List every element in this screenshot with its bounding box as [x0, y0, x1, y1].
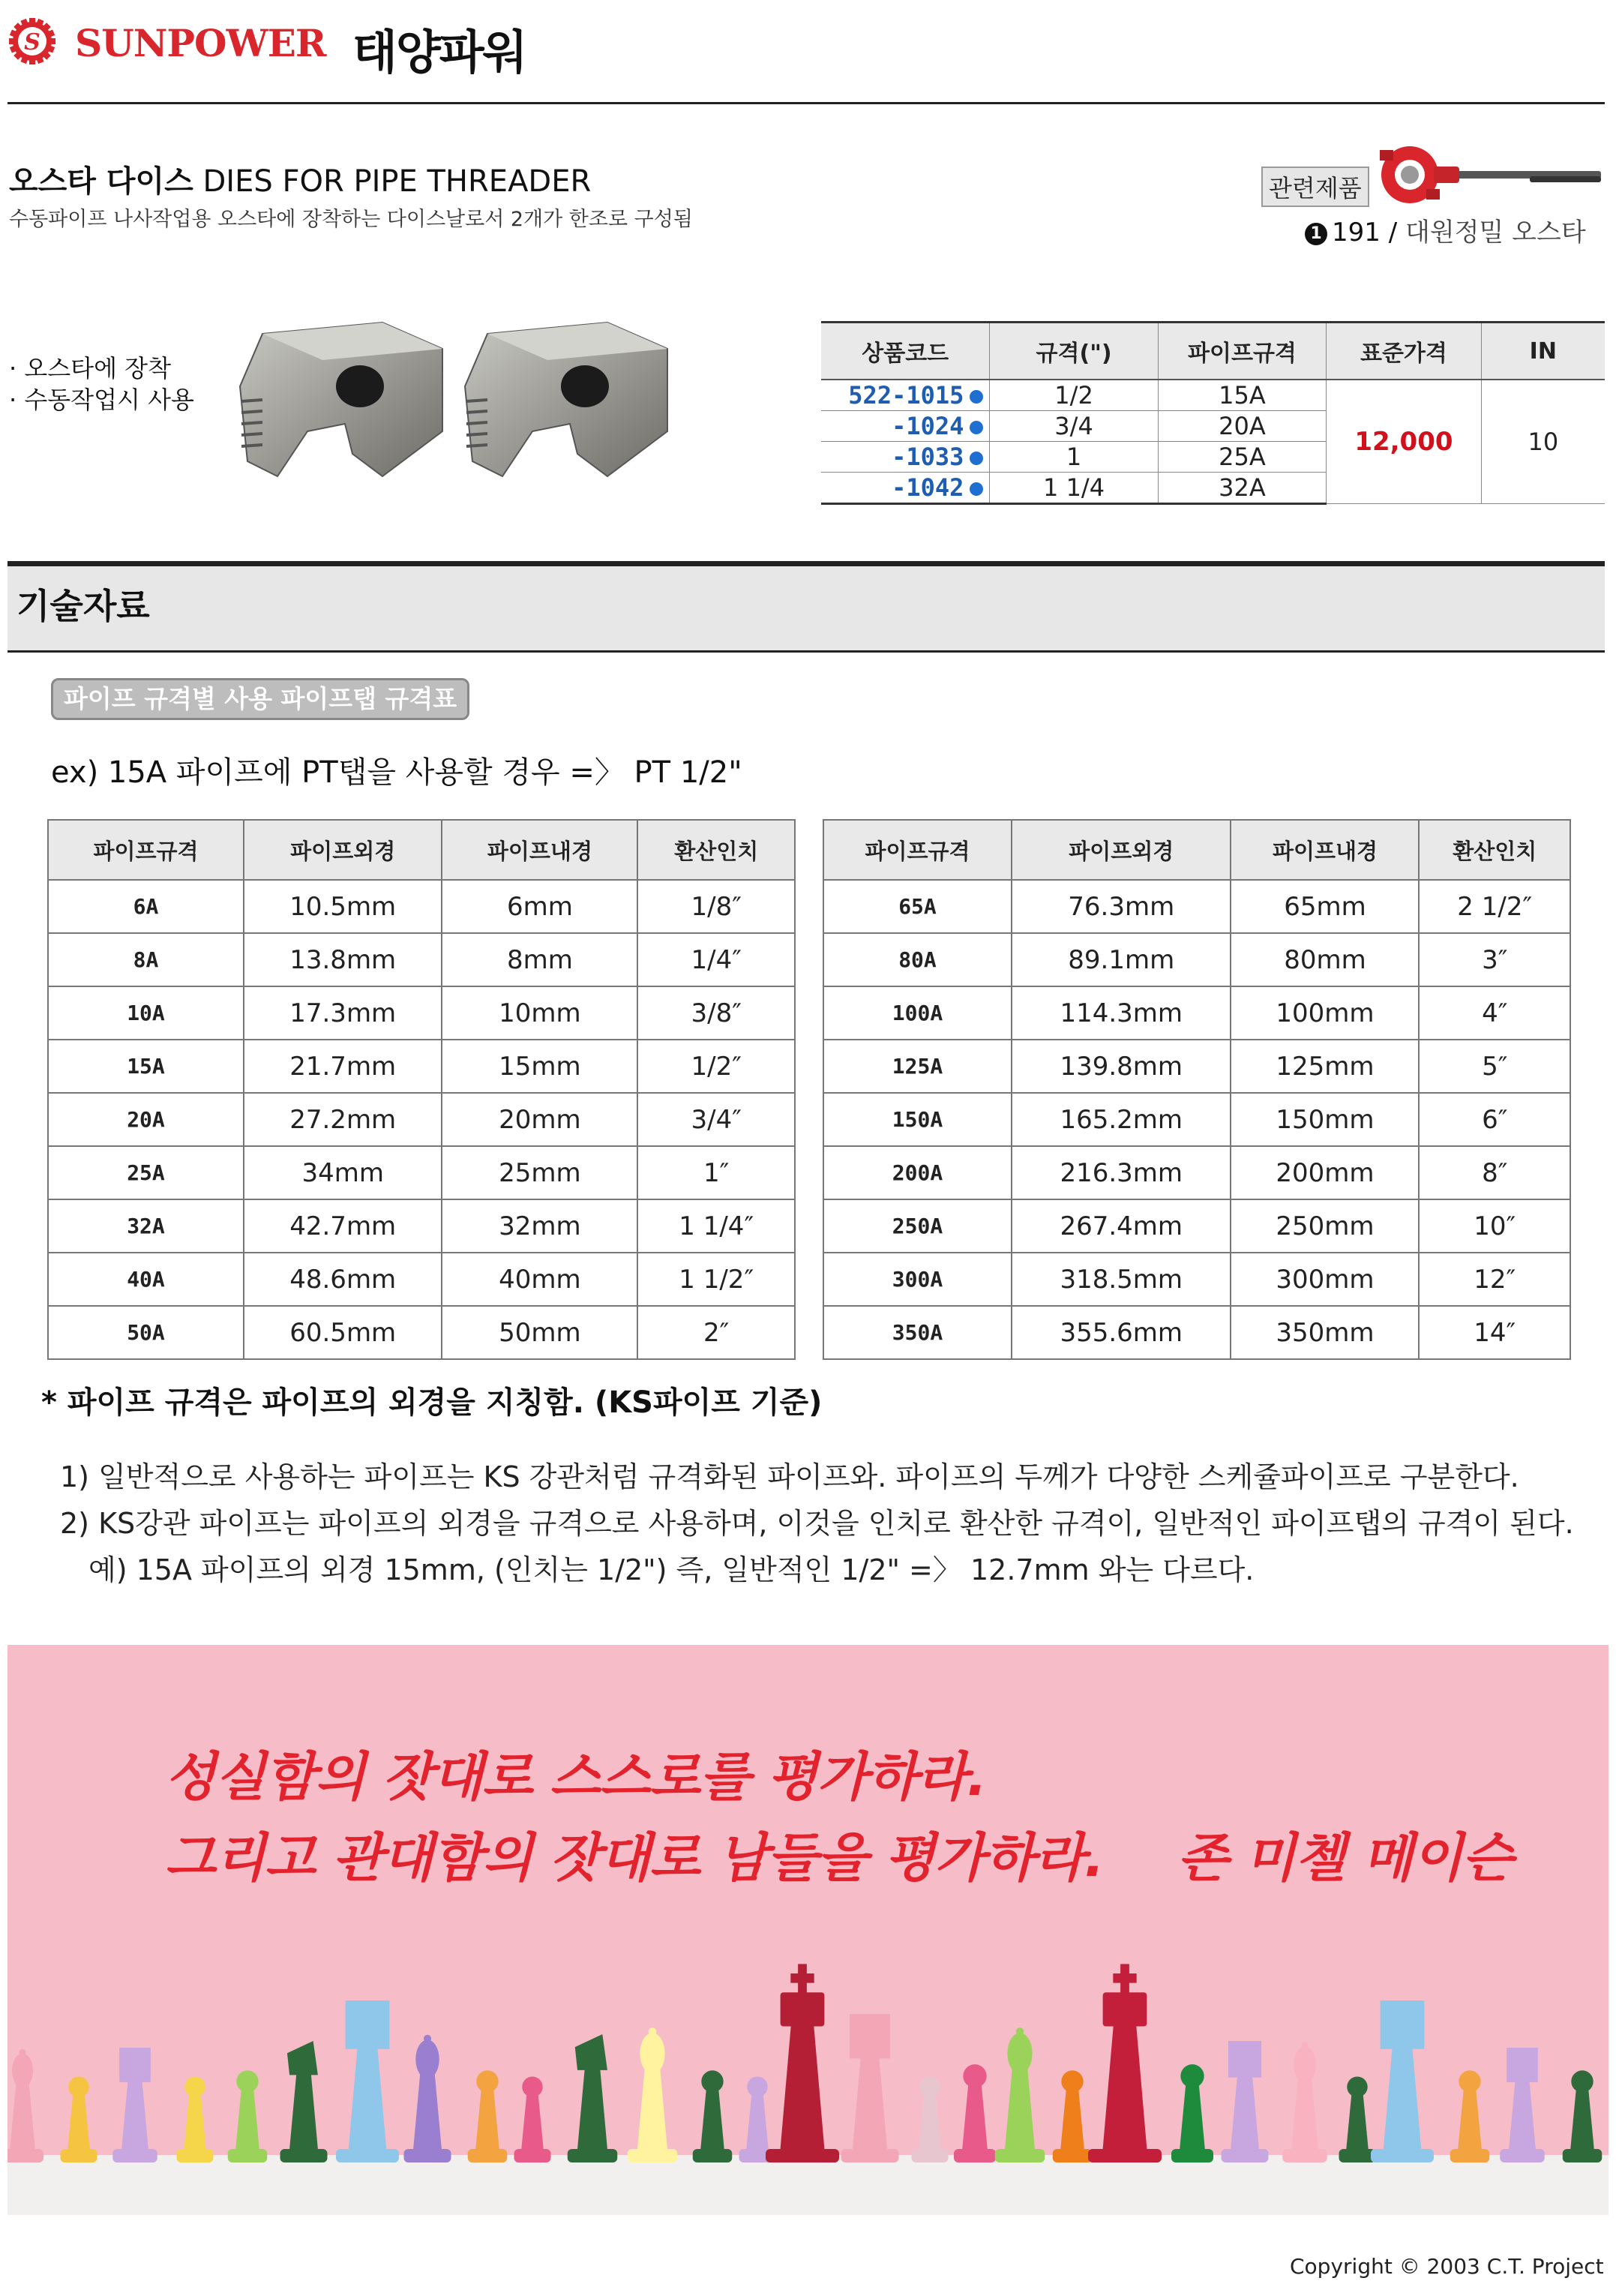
table-row — [823, 1146, 1570, 1199]
inch-cell: 3/4″ — [637, 1093, 795, 1146]
inch-cell: 3″ — [1419, 933, 1570, 986]
pipe-size-cell: 125A — [823, 1040, 1012, 1093]
outer-diameter-cell: 76.3mm — [1012, 880, 1231, 933]
col-header-outer-diameter: 파이프외경 — [244, 820, 442, 880]
product-title-ko: 오스타 다이스 — [9, 164, 193, 199]
outer-diameter-cell: 355.6mm — [1012, 1306, 1231, 1359]
col-header-pipe-size: 파이프규격 — [48, 820, 244, 880]
blue-dot-icon — [970, 482, 983, 496]
related-separator: / — [1380, 218, 1405, 248]
chess-piece — [766, 1964, 839, 2162]
brand-name-en: SUNPOWER — [75, 21, 326, 65]
inner-diameter-cell: 350mm — [1231, 1306, 1419, 1359]
inner-diameter-cell: 100mm — [1231, 986, 1419, 1040]
product-code-cell — [821, 411, 990, 442]
chess-piece — [280, 2041, 328, 2162]
size-cell: 1 — [990, 442, 1158, 473]
inch-cell: 2 1/2″ — [1419, 880, 1570, 933]
col-header-inch: 환산인치 — [1419, 820, 1570, 880]
chess-piece — [693, 2070, 733, 2162]
chess-piece — [404, 2035, 451, 2162]
chess-piece — [1371, 2000, 1434, 2162]
table-row — [823, 880, 1570, 933]
table-row — [823, 933, 1570, 986]
related-product-name: 대원정밀 오스타 — [1405, 218, 1586, 248]
size-cell: 1 1/4 — [990, 473, 1158, 504]
chess-piece — [954, 2064, 996, 2162]
tech-section-title: 기술자료 — [16, 586, 150, 626]
copyright-text: Copyright © 2003 C.T. Project — [1290, 2254, 1604, 2279]
chess-pieces-image — [7, 1645, 1609, 2215]
chess-piece — [1282, 2042, 1327, 2162]
svg-text:S: S — [24, 29, 40, 56]
pipe-size-cell: 20A — [48, 1093, 244, 1146]
inch-cell: 12″ — [1419, 1253, 1570, 1306]
outer-diameter-cell: 34mm — [244, 1146, 442, 1199]
col-header-size-inch: 규격(") — [990, 323, 1158, 380]
col-header-outer-diameter: 파이프외경 — [1012, 820, 1231, 880]
pipe-size-cell: 10A — [48, 986, 244, 1040]
inch-cell: 6″ — [1419, 1093, 1570, 1146]
example-text: ex) 15A 파이프에 PT탭을 사용할 경우 =〉 PT 1/2" — [51, 755, 742, 790]
chess-piece — [514, 2076, 551, 2162]
chess-piece — [841, 2014, 899, 2162]
outer-diameter-cell: 21.7mm — [244, 1040, 442, 1093]
table-caption-tag: 파이프 규격별 사용 파이프탭 규격표 — [51, 678, 469, 720]
col-header-in: IN — [1481, 323, 1605, 380]
table-row — [823, 1040, 1570, 1093]
table-row — [48, 1199, 795, 1253]
inch-cell: 1/8″ — [637, 880, 795, 933]
product-code-cell — [821, 473, 990, 504]
quote-line-1: 성실함의 잣대로 스스로를 평가하라. — [165, 1746, 987, 1808]
col-header-pipe-size: 파이프규격 — [823, 820, 1012, 880]
chess-piece — [628, 2027, 678, 2162]
inch-cell: 8″ — [1419, 1146, 1570, 1199]
col-header-price: 표준가격 — [1327, 323, 1481, 380]
outer-diameter-cell: 267.4mm — [1012, 1199, 1231, 1253]
pipe-threader-dies-image — [232, 300, 682, 503]
inch-cell: 4″ — [1419, 986, 1570, 1040]
pipe-size-cell: 25A — [48, 1146, 244, 1199]
pipe-size-table-right — [823, 819, 1571, 1360]
inner-diameter-cell: 125mm — [1231, 1040, 1419, 1093]
size-cell: 3/4 — [990, 411, 1158, 442]
chess-piece — [1053, 2070, 1093, 2162]
quote-line-2: 그리고 관대함의 잣대로 남들을 평가하라. — [165, 1827, 1104, 1889]
inch-cell: 3/8″ — [637, 986, 795, 1040]
note-item: 2) KS강관 파이프는 파이프의 외경을 규격으로 사용하며, 이것을 인치로 환산한 규격이, 일반적인 파이프탭의 규격이 된다. — [60, 1507, 1574, 1540]
sun-gear-logo-icon — [7, 17, 57, 66]
product-title-en: DIES FOR PIPE THREADER — [202, 164, 592, 199]
chess-piece — [228, 2070, 268, 2162]
related-product-link[interactable] — [1305, 212, 1586, 248]
pipe-threader-image — [1365, 141, 1605, 209]
outer-diameter-cell: 17.3mm — [244, 986, 442, 1040]
table-row — [48, 986, 795, 1040]
table-row — [823, 1199, 1570, 1253]
outer-diameter-cell: 165.2mm — [1012, 1093, 1231, 1146]
circled-number-badge: 1 — [1305, 223, 1327, 245]
quote-author: 존 미첼 메이슨 — [1177, 1827, 1513, 1889]
inch-cell: 1/2″ — [637, 1040, 795, 1093]
outer-diameter-cell: 139.8mm — [1012, 1040, 1231, 1093]
table-row — [823, 1093, 1570, 1146]
col-header-pipe-size: 파이프규격 — [1158, 323, 1327, 380]
header-divider — [7, 102, 1605, 104]
inner-diameter-cell: 40mm — [442, 1253, 637, 1306]
pipe-size-cell: 50A — [48, 1306, 244, 1359]
chess-piece — [1171, 2064, 1213, 2162]
blue-dot-icon — [970, 452, 983, 465]
inner-diameter-cell: 8mm — [442, 933, 637, 986]
pipe-size-cell: 20A — [1158, 411, 1327, 442]
col-header-inner-diameter: 파이프내경 — [1231, 820, 1419, 880]
table-row — [823, 1253, 1570, 1306]
table-row — [823, 986, 1570, 1040]
product-code-cell — [821, 442, 990, 473]
pipe-size-cell: 200A — [823, 1146, 1012, 1199]
table-row — [48, 880, 795, 933]
pipe-size-cell: 32A — [48, 1199, 244, 1253]
chess-piece — [568, 2034, 618, 2162]
inch-cell: 1″ — [637, 1146, 795, 1199]
inner-diameter-cell: 80mm — [1231, 933, 1419, 986]
chess-piece — [177, 2076, 214, 2162]
chess-piece — [1563, 2070, 1603, 2162]
outer-diameter-cell: 13.8mm — [244, 933, 442, 986]
pipe-size-table-left — [47, 819, 796, 1360]
chess-piece — [1339, 2076, 1376, 2162]
related-product-code: 191 — [1332, 218, 1381, 248]
inner-diameter-cell: 32mm — [442, 1199, 637, 1253]
product-code: -1033 — [892, 443, 964, 471]
product-description: 수동파이프 나사작업용 오스타에 장착하는 다이스날로서 2개가 한조로 구성됨 — [9, 208, 693, 231]
outer-diameter-cell: 89.1mm — [1012, 933, 1231, 986]
feature-item: · 수동작업시 사용 — [9, 386, 194, 414]
table-row — [48, 1040, 795, 1093]
note-item: 예) 15A 파이프의 외경 15mm, (인치는 1/2") 즉, 일반적인 1/2" =〉 12.7mm 와는 다르다. — [88, 1553, 1255, 1586]
pipe-size-cell: 6A — [48, 880, 244, 933]
pipe-size-cell: 80A — [823, 933, 1012, 986]
pipe-size-cell: 250A — [823, 1199, 1012, 1253]
inch-cell: 1/4″ — [637, 933, 795, 986]
chess-piece — [468, 2070, 508, 2162]
pipe-size-cell: 25A — [1158, 442, 1327, 473]
product-spec-table — [821, 321, 1605, 505]
feature-item: · 오스타에 장착 — [9, 354, 171, 383]
product-title — [9, 158, 591, 200]
inch-cell: 2″ — [637, 1306, 795, 1359]
pipe-size-cell: 40A — [48, 1253, 244, 1306]
feature-list — [9, 353, 194, 416]
product-code: -1024 — [892, 412, 964, 440]
outer-diameter-cell: 216.3mm — [1012, 1146, 1231, 1199]
chess-piece — [336, 2000, 399, 2162]
inner-diameter-cell: 250mm — [1231, 1199, 1419, 1253]
product-code: 522-1015 — [848, 381, 964, 410]
col-header-product-code: 상품코드 — [821, 323, 990, 380]
pipe-spec-note: * 파이프 규격은 파이프의 외경을 지칭함. (KS파이프 기준) — [41, 1385, 823, 1420]
outer-diameter-cell: 27.2mm — [244, 1093, 442, 1146]
col-header-inner-diameter: 파이프내경 — [442, 820, 637, 880]
chess-piece — [995, 2027, 1045, 2162]
inner-diameter-cell: 10mm — [442, 986, 637, 1040]
table-row — [48, 1146, 795, 1199]
blue-dot-icon — [970, 390, 983, 404]
inner-diameter-cell: 25mm — [442, 1146, 637, 1199]
inner-diameter-cell: 6mm — [442, 880, 637, 933]
outer-diameter-cell: 10.5mm — [244, 880, 442, 933]
table-row — [48, 933, 795, 986]
table-row — [48, 1253, 795, 1306]
outer-diameter-cell: 60.5mm — [244, 1306, 442, 1359]
pipe-size-cell: 32A — [1158, 473, 1327, 504]
pipe-size-cell: 65A — [823, 880, 1012, 933]
inch-cell: 10″ — [1419, 1199, 1570, 1253]
table-row — [821, 380, 1605, 411]
outer-diameter-cell: 48.6mm — [244, 1253, 442, 1306]
inner-diameter-cell: 15mm — [442, 1040, 637, 1093]
in-cell: 10 — [1481, 380, 1605, 504]
table-row — [48, 1093, 795, 1146]
outer-diameter-cell: 114.3mm — [1012, 986, 1231, 1040]
pipe-size-cell: 350A — [823, 1306, 1012, 1359]
chess-piece — [1222, 2041, 1269, 2162]
note-item: 1) 일반적으로 사용하는 파이프는 KS 강관처럼 규격화된 파이프와. 파이프의 두께가 다양한 스케쥴파이프로 구분한다. — [60, 1460, 1519, 1493]
product-code-cell — [821, 380, 990, 411]
chess-piece — [112, 2048, 157, 2162]
table-row — [823, 1306, 1570, 1359]
col-header-inch: 환산인치 — [637, 820, 795, 880]
table-row — [48, 1306, 795, 1359]
inch-cell: 5″ — [1419, 1040, 1570, 1093]
inner-diameter-cell: 20mm — [442, 1093, 637, 1146]
inch-cell: 1 1/2″ — [637, 1253, 795, 1306]
tech-section-bar — [7, 561, 1605, 653]
outer-diameter-cell: 42.7mm — [244, 1199, 442, 1253]
brand-name-ko: 태양파워 — [352, 25, 526, 80]
size-cell: 1/2 — [990, 380, 1158, 411]
chess-piece — [1500, 2048, 1545, 2162]
chess-piece — [912, 2076, 949, 2162]
chess-piece — [1088, 1964, 1162, 2162]
inner-diameter-cell: 65mm — [1231, 880, 1419, 933]
pipe-size-cell: 300A — [823, 1253, 1012, 1306]
pipe-size-cell: 8A — [48, 933, 244, 986]
pipe-size-cell: 15A — [48, 1040, 244, 1093]
chess-piece — [7, 2049, 43, 2162]
pipe-size-cell: 150A — [823, 1093, 1012, 1146]
inner-diameter-cell: 300mm — [1231, 1253, 1419, 1306]
inch-cell: 14″ — [1419, 1306, 1570, 1359]
inner-diameter-cell: 50mm — [442, 1306, 637, 1359]
pipe-size-cell: 100A — [823, 986, 1012, 1040]
inner-diameter-cell: 200mm — [1231, 1146, 1419, 1199]
chess-piece — [61, 2076, 97, 2162]
price-cell: 12,000 — [1327, 380, 1481, 504]
inner-diameter-cell: 150mm — [1231, 1093, 1419, 1146]
related-products-label: 관련제품 — [1261, 167, 1369, 207]
inch-cell: 1 1/4″ — [637, 1199, 795, 1253]
blue-dot-icon — [970, 421, 983, 434]
outer-diameter-cell: 318.5mm — [1012, 1253, 1231, 1306]
quote-banner — [7, 1645, 1609, 2215]
product-code: -1042 — [892, 473, 964, 502]
pipe-size-cell: 15A — [1158, 380, 1327, 411]
chess-piece — [1450, 2070, 1490, 2162]
